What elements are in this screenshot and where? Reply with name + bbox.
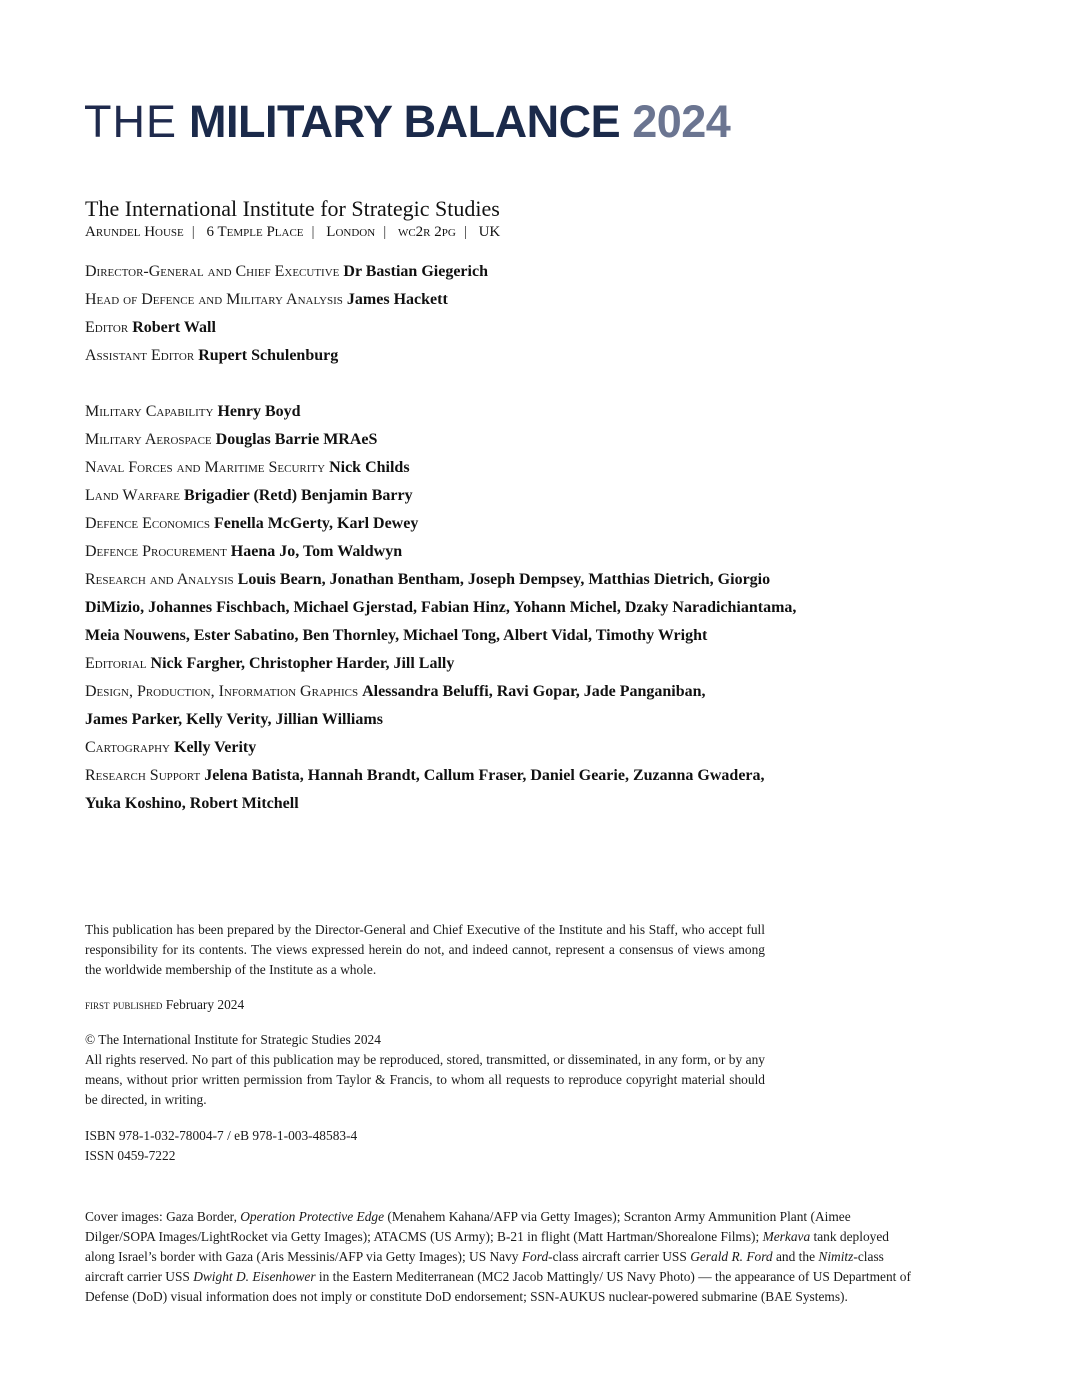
first-published-date: February 2024 [165,997,245,1012]
address-part: UK [478,224,501,240]
masthead-title [84,96,730,148]
role-label: Cartography [85,739,170,756]
staff-names: Jelena Batista, Hannah Brandt, Callum Fraser, Daniel Gearie, Zuzanna Gwadera, [204,767,765,784]
staff-names: James Parker, Kelly Verity, Jillian Williams [85,711,383,728]
address-part: London [326,224,376,240]
leadership-line [85,344,338,368]
staff-line [85,736,256,760]
staff-line [85,568,770,592]
staff-line [85,540,402,564]
staff-names: Henry Boyd [217,403,301,420]
role-label: Defence Economics [85,515,210,532]
person-name: James Hackett [346,291,448,308]
staff-line [85,456,410,480]
cover-text: (Menahem Kahana/AFP via Getty Images); Scranton Army Ammunition Plant (Aimee Dilger/SOPA Images/LightRocket via Getty Images); ATACMS (US Army); B-21 in flight (Matt Hartman/Shorealone Films); [85,1209,851,1244]
masthead-the: THE [84,96,177,147]
staff-line [85,792,299,816]
role-label: Military Aerospace [85,431,212,448]
person-name: Dr Bastian Giegerich [343,263,488,280]
person-name: Rupert Schulenburg [198,347,339,364]
masthead-year: 2024 [632,96,731,147]
staff-names: Brigadier (Retd) Benjamin Barry [184,487,413,504]
institute-name: The International Institute for Strategic Studies [85,196,500,221]
staff-names: Douglas Barrie MRAeS [215,431,378,448]
copyright-block [85,1030,765,1110]
role-label: Assistant Editor [85,347,195,364]
staff-line [85,652,454,676]
role-label: Research and Analysis [85,571,234,588]
cover-italic: Merkava [762,1229,811,1244]
staff-names: Meia Nouwens, Ester Sabatino, Ben Thornley, Michael Tong, Albert Vidal, Timothy Wright [85,627,708,644]
first-published-label: first published [85,997,163,1012]
staff-names: Haena Jo, Tom Waldwyn [230,543,403,560]
role-label: Design, Production, Information Graphics [85,683,359,700]
copyright-line: © The International Institute for Strategic Studies 2024 [85,1032,381,1047]
issn-line: ISSN 0459-7222 [85,1148,176,1163]
role-label: Defence Procurement [85,543,227,560]
cover-text: -class aircraft carrier USS [85,1249,884,1284]
staff-names: Fenella McGerty, Karl Dewey [213,515,419,532]
role-label: Editor [85,319,129,336]
staff-line [85,512,418,536]
cover-italic: Dwight D. Eisenhower [193,1269,316,1284]
leadership-line [85,288,448,312]
staff-names: DiMizio, Johannes Fischbach, Michael Gjerstad, Fabian Hinz, Yohann Michel, Dzaky Naradichiantama, [85,599,797,616]
person-name: Robert Wall [132,319,216,336]
staff-names: Kelly Verity [174,739,257,756]
cover-text: in the Eastern Mediterranean (MC2 Jacob Mattingly/ US Navy Photo) — the appearance of US Department of Defense (DoD) visual information does not imply or constitute DoD endorsement; SSN-AUKUS nuclear-powered submarine (BAE Systems). [85,1269,911,1304]
cover-italic: Gerald R. Ford [690,1249,773,1264]
cover-text: -class aircraft carrier USS [548,1249,691,1264]
cover-italic: Operation Protective Edge [240,1209,385,1224]
role-label: Land Warfare [85,487,180,504]
disclaimer-text: This publication has been prepared by the Director-General and Chief Executive of the Institute and his Staff, who accept full responsibility for its contents. The views expressed herein do not, and indeed cannot, represent a consensus of views among the worldwide membership of the Institute as a whole. [85,922,765,977]
first-published [85,995,765,1015]
staff-names: Nick Childs [329,459,410,476]
institute-address: Arundel House | 6 Temple Place | London | wc2r 2pg | UK [85,224,501,240]
rights-text: All rights reserved. No part of this publication may be reproduced, stored, transmitted, or disseminated, in any form, or by any means, without prior written permission from Taylor & Francis, to whom all requests to reproduce copyright material should be directed, in writing. [85,1052,765,1107]
leadership-line [85,260,488,284]
cover-text: tank deployed along Israel’s border with Gaza (Aris Messinis/AFP via Getty Images); US Navy [85,1229,890,1264]
staff-line [85,428,377,452]
masthead-military-balance: MILITARY BALANCE [189,96,621,147]
staff-names: Nick Fargher, Christopher Harder, Jill Lally [150,655,455,672]
isbn-line: ISBN 978-1-032-78004-7 / eB 978-1-003-48583-4 [85,1128,358,1143]
address-part: Arundel House [85,224,184,240]
cover-italic: Nimitz [818,1249,854,1264]
cover-credits [85,1207,915,1307]
role-label: Editorial [85,655,147,672]
staff-line [85,680,706,704]
cover-text: Cover images: Gaza Border, [85,1209,241,1224]
isbn-block [85,1126,765,1166]
staff-line [85,708,383,732]
address-part: wc2r 2pg [397,224,456,240]
role-label: Naval Forces and Maritime Security [85,459,326,476]
role-label: Head of Defence and Military Analysis [85,291,343,308]
cover-italic: Ford [521,1249,549,1264]
staff-names: Yuka Koshino, Robert Mitchell [85,795,299,812]
cover-text: and the [772,1249,819,1264]
staff-names: Louis Bearn, Jonathan Bentham, Joseph Dempsey, Matthias Dietrich, Giorgio [237,571,771,588]
staff-line [85,596,796,620]
staff-names: Alessandra Beluffi, Ravi Gopar, Jade Panganiban, [362,683,706,700]
role-label: Military Capability [85,403,214,420]
address-part: 6 Temple Place [206,224,304,240]
staff-line [85,764,765,788]
leadership-line [85,316,216,340]
staff-line [85,624,707,648]
role-label: Research Support [85,767,201,784]
staff-line [85,484,413,508]
role-label: Director-General and Chief Executive [85,263,340,280]
staff-line [85,400,301,424]
